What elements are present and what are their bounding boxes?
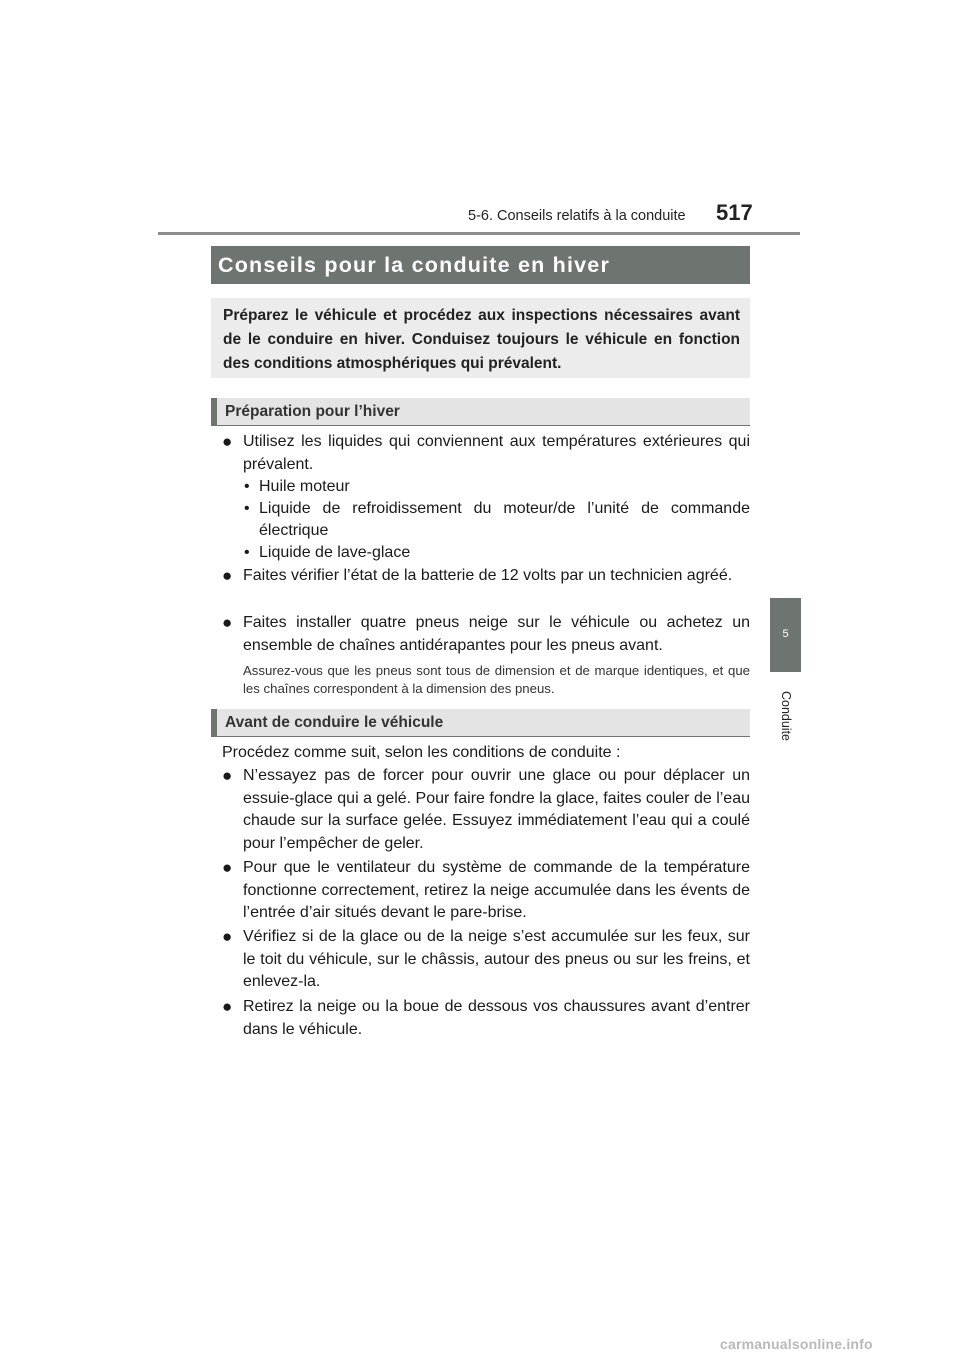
section-lead-text: Procédez comme suit, selon les conditions de conduite : xyxy=(222,744,621,761)
list-item: ● Faites installer quatre pneus neige sur le véhicule ou achetez un ensemble de chaînes antidérapantes pour les pneus avant. xyxy=(222,613,750,654)
bullet-icon: ● xyxy=(222,566,233,585)
list-item: ● Faites vérifier l’état de la batterie de 12 volts par un technicien agréé. xyxy=(222,565,750,588)
sub-bullet-icon: • xyxy=(244,478,250,495)
sub-list-item: • Liquide de lave-glace xyxy=(244,542,750,564)
section-heading-winter-prep: Préparation pour l’hiver xyxy=(211,398,750,426)
bullet-icon: ● xyxy=(222,858,233,877)
page-number: 517 xyxy=(716,200,753,225)
intro-box xyxy=(211,298,750,378)
section-reference: 5-6. Conseils relatifs à la conduite xyxy=(468,208,686,224)
sub-list-item: • Huile moteur xyxy=(244,476,750,498)
watermark: carmanualsonline.info xyxy=(720,1336,873,1352)
list-item: ● Vérifiez si de la glace ou de la neige s’est accumulée sur les feux, sur le toit du véhicule, sur le châssis, autour des pneus ou sur les freins, et enlevez-la. xyxy=(222,927,750,990)
bullet-icon: ● xyxy=(222,927,233,946)
list-item: ● Retirez la neige ou la boue de dessous vos chaussures avant d’entrer dans le véhicule. xyxy=(222,997,750,1038)
chapter-tab-label: Conduite xyxy=(779,690,793,742)
chapter-tab-number: 5 xyxy=(782,628,789,640)
sub-bullet-icon: • xyxy=(244,500,250,517)
sub-list-item: • Liquide de refroidissement du moteur/de l’unité de commande électrique xyxy=(244,500,750,539)
page-title: Conseils pour la conduite en hiver xyxy=(211,246,750,284)
section-heading-before-driving: Avant de conduire le véhicule xyxy=(211,709,750,737)
bullet-icon: ● xyxy=(222,432,233,451)
intro-text: Préparez le véhicule et procédez aux inspections nécessaires avant de le conduire en hiver. Conduisez toujours le véhicule en fonction des conditions atmosphériques qui prévalent. xyxy=(223,307,740,372)
list-item: ● Pour que le ventilateur du système de commande de la température fonctionne correctement, retirez la neige accumulée dans les évents de l’entrée d’air situés devant le pare-brise. xyxy=(222,858,750,921)
list-item: ● N’essayez pas de forcer pour ouvrir une glace ou pour déplacer un essuie-glace qui a gelé. Pour faire fondre la glace, faites couler de l’eau chaude sur la surface gelée. Essuyez immédiatement l’eau qui a coulé pour l’empêcher de geler. xyxy=(222,766,750,852)
header-rule xyxy=(158,232,800,235)
sub-bullet-icon: • xyxy=(244,544,250,561)
bullet-icon: ● xyxy=(222,766,233,785)
tire-note: Assurez-vous que les pneus sont tous de dimension et de marque identiques, et que les chaînes correspondent à la dimension des pneus. xyxy=(243,663,750,696)
list-item: ● Utilisez les liquides qui conviennent aux températures extérieures qui prévalent. xyxy=(222,432,750,473)
bullet-icon: ● xyxy=(222,613,233,632)
bullet-icon: ● xyxy=(222,997,233,1016)
